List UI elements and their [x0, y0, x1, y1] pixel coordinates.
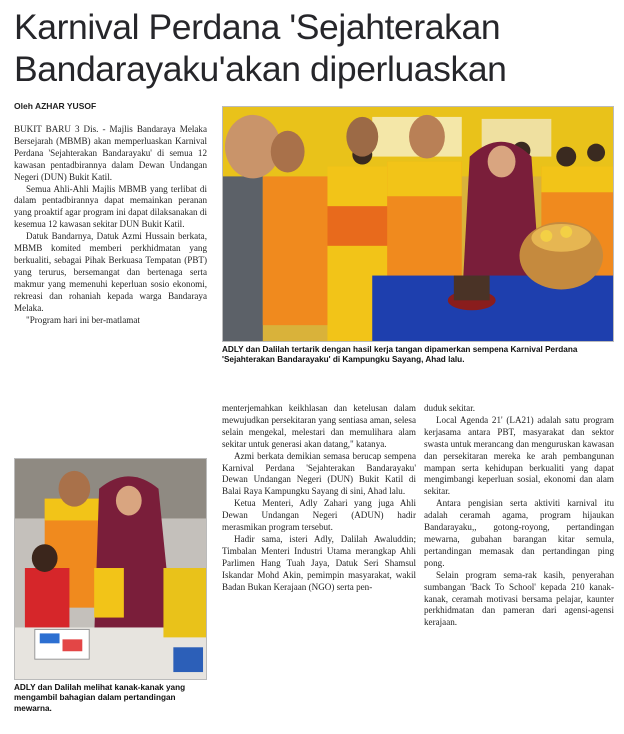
headline — [14, 6, 614, 90]
paragraph: Local Agenda 21' (LA21) adalah satu program kerjasama antara PBT, masyarakat dan sektor swasta untuk merancang dan menguruskan kawasan dan persekitaran mereka ke arah pembangunan mampan serta kehidupan berkualiti yang dapat mengimbangi keperluan sosial, ekonomi dan alam sekitar. — [424, 414, 614, 497]
photo-caption-bottom: ADLY dan Dalilah melihat kanak-kanak yang mengambil bahagian dalam pertandingan mewarna. — [14, 683, 186, 713]
paragraph: Datuk Bandarnya, Datuk Azmi Hussain berkata, MBMB komited memberi perkhidmatan yang berkualiti, sebagai Pihak Berkuasa Tempatan (PBT) yang terurus, bersemangat dan bertenaga serta makmur yang memenuhi keperluan sosio ekonomi, rekreasi dan rohaniah kepada warga Bandaraya Melaka. — [14, 231, 207, 313]
photo-officials-viewing-handicraft — [222, 106, 614, 342]
paragraph: Azmi berkata demikian semasa berucap sempena Karnival Perdana 'Sejahterakan Bandarayaku' Dewan Undangan Negeri (DUN) Bukit Katil di Balai Raya Kampungku Sayang di sini, Ahad lalu. — [222, 450, 416, 497]
article-column-3 — [424, 403, 614, 629]
paragraph: Selain program sema-rak kasih, penyerahan sumbangan 'Back To School' kepada 210 kanak-kanak, ceramah motivasi bersama pelajar, kaunter perkhidmatan dan pameran dari agensi-agensi kerajaan. — [424, 569, 614, 628]
article-column-1 — [14, 124, 207, 326]
paragraph: "Program hari ini ber-matlamat — [26, 314, 140, 325]
paragraph: Semua Ahli-Ahli Majlis MBMB yang terlibat di dalam pentadbirannya dapat memainkan peranan yang proaktif agar program ini dapat dilaksanakan di kesemua 12 kawasan sekitar DUN Bukit Katil. — [14, 183, 207, 230]
paragraph: Hadir sama, isteri Adly, Dalilah Awaluddin; Timbalan Menteri Industri Utama merangkap Ahli Parlimen Hang Tuah Jaya, Datuk Seri Shamsul Iskandar Mohd Akin, pemimpin masyarakat, wakil Badan Bukan Kerajaan (NGO) serta pen- — [222, 533, 416, 592]
paragraph: Antara pengisian serta aktiviti karnival itu adalah ceramah agama, program hijaukan Bandarayaku,, gotong-royong, pertandingan mewarna, gubahan barangan kitar semula, pertandingan memasak dan pertandingan ping pong. — [424, 498, 614, 568]
paragraph: menterjemahkan keikhlasan dan ketelusan dalam mewujudkan persekitaran yang sentiasa aman, selesa selain mengekal, melestari dan memulihara alam sekitar untuk generasi akan datang," katanya. — [222, 403, 416, 449]
photo-children-coloring-contest — [14, 458, 207, 680]
photo-caption-top: ADLY dan Dalilah tertarik dengan hasil kerja tangan dipamerkan sempena Karnival Perdana 'Sejahterakan Bandarayaku' di Kampungku Sayang, Ahad lalu. — [222, 345, 578, 365]
paragraph: Ketua Menteri, Adly Zahari yang juga Ahli Dewan Undangan Negeri (ADUN) hadir merasmikan program tersebut. — [222, 498, 416, 533]
paragraph: BUKIT BARU 3 Dis. - Majlis Bandaraya Melaka Bersejarah (MBMB) akan memperluaskan Karnival Perdana 'Sejahterakan Bandarayaku' di semua 12 kawasan pentadbirannya dalam Dewan Undangan Negeri (DUN) Bukit Katil. — [14, 124, 207, 182]
paragraph: duduk sekitar. — [424, 403, 476, 413]
byline: Oleh AZHAR YUSOF — [14, 101, 97, 111]
article-column-2 — [222, 403, 416, 594]
headline-line-2: Bandarayaku'akan diperluaskan — [14, 49, 507, 89]
headline-line-1: Karnival Perdana 'Sejahterakan — [14, 7, 501, 47]
